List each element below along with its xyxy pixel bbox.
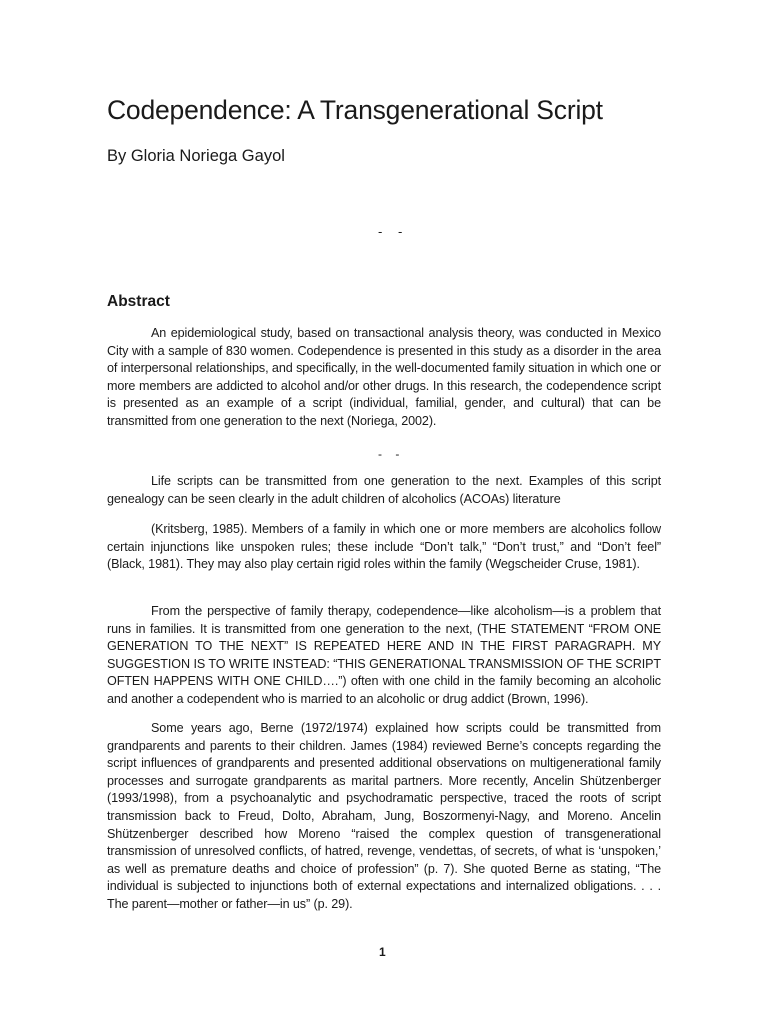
- abstract-separator: - -: [378, 447, 400, 461]
- section-separator: - -: [378, 224, 403, 239]
- body-paragraph-life-scripts: Life scripts can be transmitted from one generation to the next. Examples of this script genealogy can be seen clearly in the adult children of alcoholics (ACOAs) literature: [107, 474, 661, 506]
- abstract-paragraph: An epidemiological study, based on transactional analysis theory, was conducted in Mexico City with a sample of 830 women. Codependence is presented in this study as a disorder in the area of interpersonal relationships, and specifically, in the well-documented family situation in which one or more members are addicted to alcohol and/or other drugs. In this research, the codependence script is presented as an example of a script (individual, familial, gender, and cultural) that can be transmitted from one generation to the next (Noriega, 2002).: [107, 326, 661, 428]
- page-number: 1: [379, 945, 386, 959]
- body-paragraph-family-therapy: From the perspective of family therapy, codependence—like alcoholism—is a problem that runs in families. It is transmitted from one generation to the next, (THE STATEMENT “FROM ONE GENERATION TO THE NEXT” IS REPEATED HERE AND IN THE FIRST PARAGRAPH. MY SUGGESTION IS TO WRITE INSTEAD: “THIS GENERATIONAL TRANSMISSION OF THE SCRIPT OFTEN HAPPENS WITH ONE CHILD….”) often with one child in the family becoming an alcoholic and another a codependent who is married to an alcoholic or drug addict (Brown, 1996).: [107, 604, 661, 706]
- body-paragraph-berne: Some years ago, Berne (1972/1974) explained how scripts could be transmitted from grandparents and parents to their children. James (1984) reviewed Berne’s concepts regarding the script influences of grandparents and presented additional observations on multigenerational family processes and surrogate grandparents as marital partners. More recently, Ancelin Shützenberger (1993/1998), from a psychoanalytic and psychodramatic perspective, traced the roots of script transmission back to Freud, Dolto, Abraham, Jung, Boszormenyi-Nagy, and Moreno. Ancelin Shützenberger described how Moreno “raised the complex question of transgenerational transmission of unresolved conflicts, of hatred, revenge, vendettas, of secrets, of what is ‘unspoken,’ as well as premature deaths and choice of profession” (p. 7). She quoted Berne as stating, “The individual is subjected to injunctions both of external expectations and internalized obligations. . . . The parent—mother or father—in us” (p. 29).: [107, 721, 661, 911]
- author-byline: By Gloria Noriega Gayol: [107, 147, 285, 165]
- body-paragraph-kritsberg: (Kritsberg, 1985). Members of a family in which one or more members are alcoholics follow certain injunctions like unspoken rules; these include “Don’t talk,” “Don’t trust,” and “Don’t feel” (Black, 1981). They may also play certain rigid roles within the family (Wegscheider Cruse, 1981).: [107, 522, 661, 572]
- document-title: Codependence: A Transgenerational Script: [107, 95, 603, 125]
- abstract-heading: Abstract: [107, 293, 170, 310]
